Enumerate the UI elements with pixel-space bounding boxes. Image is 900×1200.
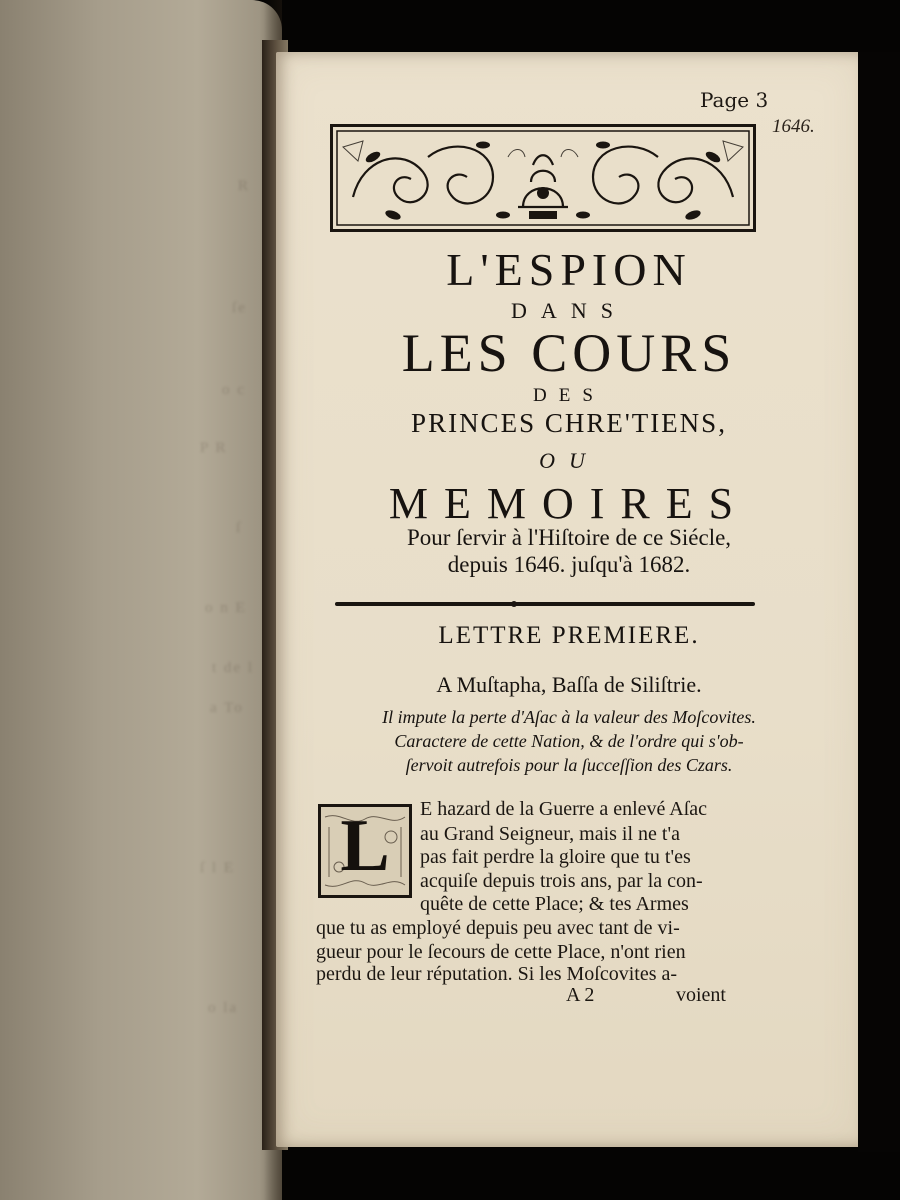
body-text-line: quête de cette Place; & tes Armes bbox=[420, 893, 689, 915]
bleed-through-text: ſe bbox=[232, 300, 247, 316]
body-text-line: perdu de leur réputation. Si les Moſcovites a- bbox=[316, 963, 678, 985]
bleed-through-text: R bbox=[238, 178, 251, 194]
body-text-line: gueur pour le ſecours de cette Place, n'ont rien bbox=[316, 941, 686, 963]
addressee: A Muſtapha, Baſſa de Siliſtrie. bbox=[436, 672, 702, 697]
handwritten-year-note: 1646. bbox=[772, 116, 815, 137]
dropcap-letter: L bbox=[340, 805, 390, 887]
background-edge bbox=[858, 52, 900, 1152]
signature-mark: A 2 bbox=[566, 984, 595, 1006]
horizontal-rule bbox=[335, 602, 755, 606]
bleed-through-text: t de l bbox=[212, 660, 254, 676]
ornamental-headpiece bbox=[330, 124, 756, 232]
headpiece-ornament-icon bbox=[333, 127, 753, 229]
bleed-through-text: P R bbox=[200, 440, 228, 456]
title-line: DANS bbox=[511, 298, 627, 323]
summary-line: Caractere de cette Nation, & de l'ordre qui s'ob- bbox=[394, 731, 744, 751]
body-text-line: E hazard de la Guerre a enlevé Aſac bbox=[420, 798, 708, 820]
title-line: MEMOIRES bbox=[388, 479, 750, 528]
bleed-through-text: ſ l E bbox=[200, 860, 235, 876]
bleed-through-text: ſ bbox=[236, 520, 243, 536]
bleed-through-text: o c bbox=[222, 382, 246, 398]
bleed-through-text: a To bbox=[210, 700, 244, 716]
previous-page bbox=[0, 0, 282, 1200]
body-text-line: au Grand Seigneur, mais il ne t'a bbox=[420, 823, 680, 845]
summary-line: Il impute la perte d'Aſac à la valeur des Moſcovites. bbox=[382, 707, 756, 727]
bleed-through-text: o la bbox=[208, 1000, 239, 1016]
subtitle-line: Pour ſervir à l'Hiſtoire de ce Siécle, bbox=[406, 525, 732, 550]
title-line: OU bbox=[539, 448, 599, 473]
title-line: DES bbox=[533, 385, 605, 406]
decorated-initial bbox=[318, 804, 412, 898]
body-text-line: acquiſe depuis trois ans, par la con- bbox=[420, 870, 703, 892]
subtitle-line: depuis 1646. juſqu'à 1682. bbox=[447, 552, 691, 577]
title-line: L'ESPION bbox=[446, 244, 692, 295]
page-number: Page 3 bbox=[700, 88, 769, 112]
summary-line: ſervoit autrefois pour la ſucceſſion des Czars. bbox=[405, 755, 733, 775]
catchword: voient bbox=[676, 984, 726, 1006]
body-text-line: pas fait perdre la gloire que tu t'es bbox=[420, 846, 691, 868]
title-line: LES COURS bbox=[401, 323, 737, 383]
title-line: PRINCES CHRE'TIENS, bbox=[411, 408, 727, 438]
letter-heading: LETTRE PREMIERE. bbox=[438, 622, 700, 649]
bleed-through-text: o n E bbox=[205, 600, 247, 616]
body-text-line: que tu as employé depuis peu avec tant de vi- bbox=[316, 917, 680, 939]
